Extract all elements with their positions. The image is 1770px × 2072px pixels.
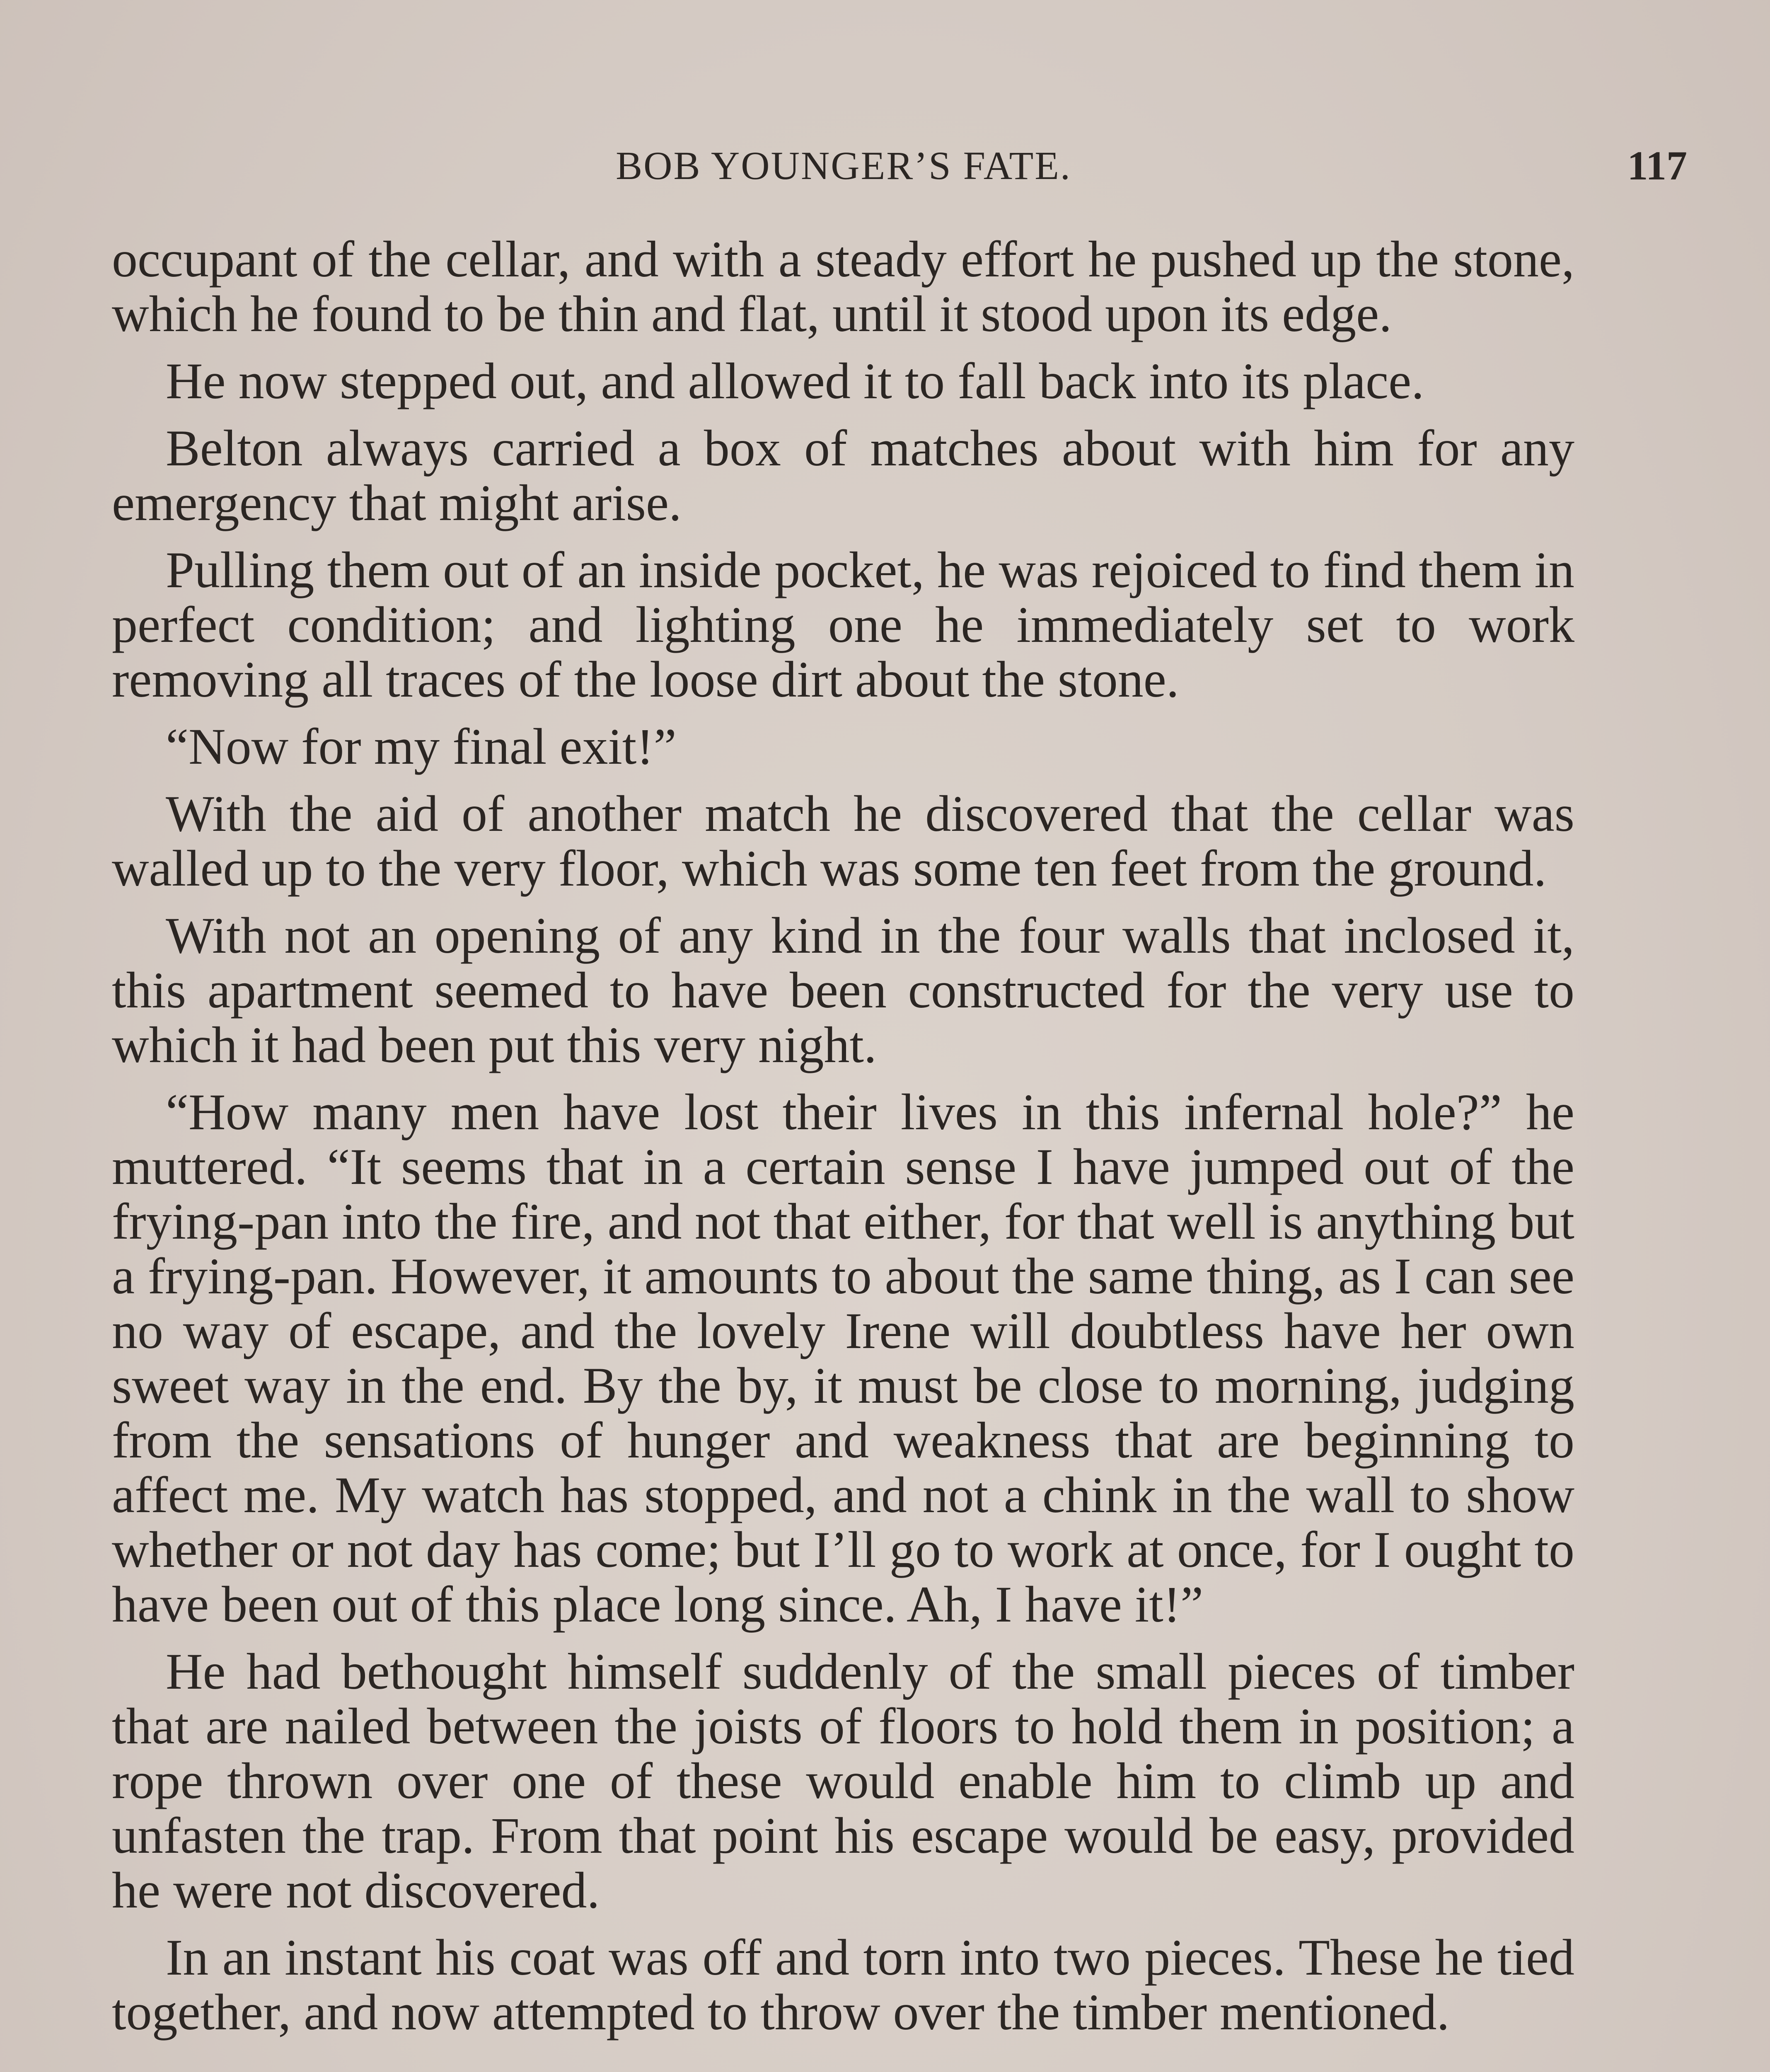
paragraph: Pulling them out of an inside pocket, he was rejoiced to find them in perfect condition; and lighting one he immediately set to work removing all traces of the loose dirt about the stone.: [112, 542, 1574, 708]
paragraph: With the aid of another match he discovered that the cellar was walled up to the very floor, which was some ten feet from the ground.: [112, 785, 1574, 897]
paragraph: In an instant his coat was off and torn into two pieces. These he tied together, and now attempted to throw over the timber mentioned.: [112, 1929, 1574, 2041]
running-head: [112, 137, 1687, 195]
paragraph: Belton always carried a box of matches about with him for any emergency that might arise.: [112, 420, 1574, 531]
body-text: [112, 232, 1574, 2052]
paragraph: He now stepped out, and allowed it to fall back into its place.: [166, 353, 1424, 409]
page-number: 117: [1627, 143, 1687, 189]
paragraph: He had bethought himself suddenly of the small pieces of timber that are nailed between the joists of floors to hold them in position; a rope thrown over one of these would enable him to climb up and unfasten the trap. From that point his escape would be easy, provided he were not discovered.: [112, 1643, 1574, 1919]
paragraph: “How many men have lost their lives in this infernal hole?” he muttered. “It seems that in a certain sense I have jumped out of the frying-pan into the fire, and not that either, for that well is anything but a frying-pan. However, it amounts to about the same thing, as I can see no way of escape, and the lovely Irene will doubtless have her own sweet way in the end. By the by, it must be close to morning, judging from the sensations of hunger and weakness that are beginning to affect me. My watch has stopped, and not a chink in the wall to show whether or not day has come; but I’ll go to work at once, for I ought to have been out of this place long since. Ah, I have it!”: [112, 1084, 1574, 1633]
paragraph: With not an opening of any kind in the four walls that inclosed it, this apartment seemed to have been constructed for the very use to which it had been put this very night.: [112, 907, 1574, 1073]
paragraph: “Now for my final exit!”: [166, 718, 677, 775]
paragraph: occupant of the cellar, and with a steady effort he pushed up the stone, which he found to be thin and flat, until it stood upon its edge.: [112, 231, 1574, 342]
running-title: BOB YOUNGER’S FATE.: [616, 143, 1071, 188]
